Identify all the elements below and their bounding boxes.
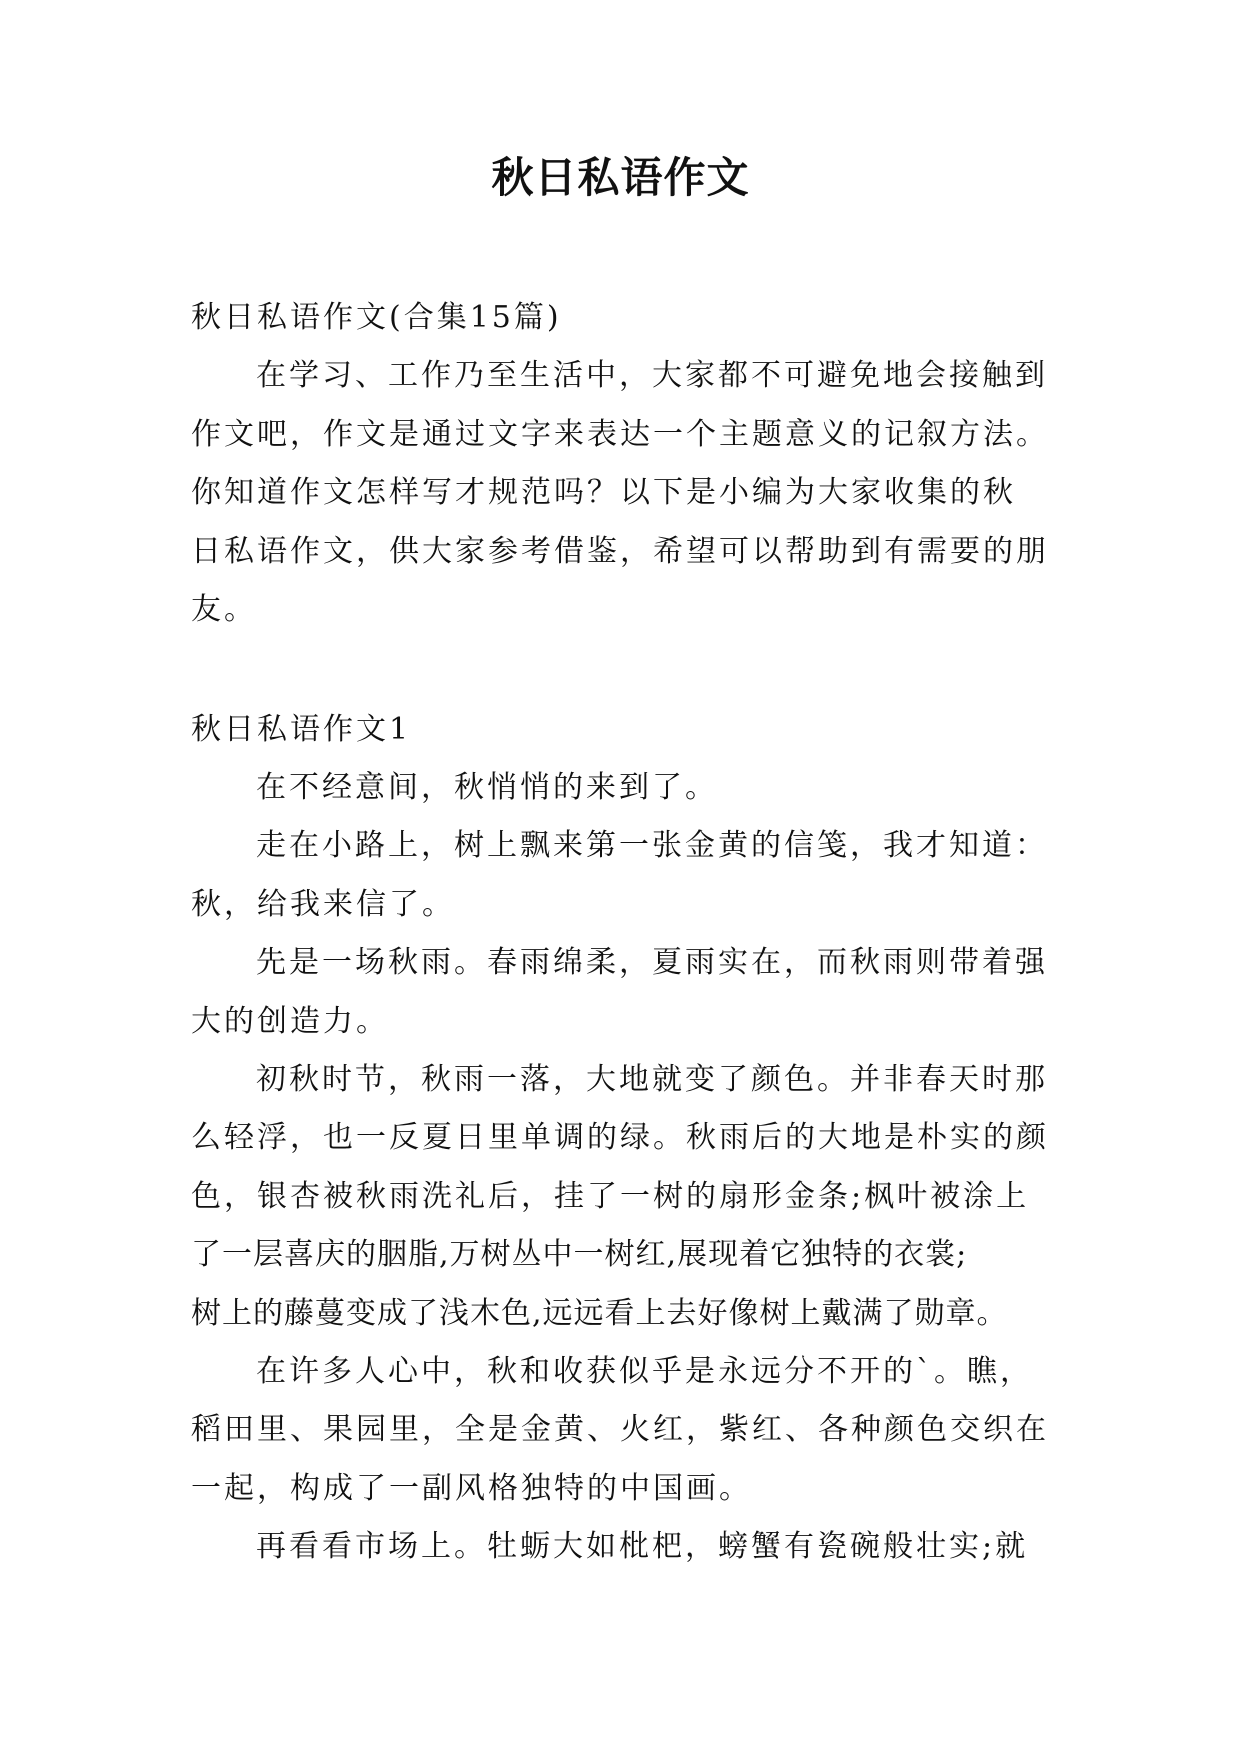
- paragraph-line: 在不经意间，秋悄悄的来到了。: [256, 770, 718, 805]
- intro-line: 友。: [191, 592, 257, 627]
- document-title: 秋日私语作文: [491, 153, 750, 202]
- paragraph-line: 初秋时节，秋雨一落，大地就变了颜色。并非春天时那: [256, 1062, 1048, 1097]
- paragraph-line: 先是一场秋雨。春雨绵柔，夏雨实在，而秋雨则带着强: [256, 945, 1048, 980]
- paragraph-line: 么轻浮，也一反夏日里单调的绿。秋雨后的大地是朴实的颜: [191, 1120, 1049, 1155]
- intro-line: 日私语作文，供大家参考借鉴，希望可以帮助到有需要的朋: [191, 534, 1049, 569]
- intro-line: 你知道作文怎样写才规范吗？以下是小编为大家收集的秋: [191, 475, 1016, 510]
- paragraph-line: 一起，构成了一副风格独特的中国画。: [191, 1471, 752, 1506]
- paragraph-line: 秋，给我来信了。: [191, 887, 455, 922]
- paragraph-line: 再看看市场上。牡蛎大如枇杷，螃蟹有瓷碗般壮实;就: [256, 1529, 1029, 1564]
- paragraph-line: 在许多人心中，秋和收获似乎是永远分不开的`。瞧，: [256, 1354, 1033, 1389]
- essay-heading: 秋日私语作文1: [191, 712, 412, 747]
- collection-heading: 秋日私语作文(合集15篇): [191, 300, 562, 335]
- intro-line: 作文吧，作文是通过文字来表达一个主题意义的记叙方法。: [191, 417, 1049, 452]
- paragraph-line: 走在小路上，树上飘来第一张金黄的信笺，我才知道：: [256, 828, 1048, 863]
- paragraph-line: 树上的藤蔓变成了浅木色,远远看上去好像树上戴满了勋章。: [191, 1296, 1008, 1331]
- paragraph-line: 色，银杏被秋雨洗礼后，挂了一树的扇形金条;枫叶被涂上: [191, 1179, 1030, 1214]
- paragraph-line: 大的创造力。: [191, 1004, 389, 1039]
- intro-line: 在学习、工作乃至生活中，大家都不可避免地会接触到: [256, 358, 1048, 393]
- paragraph-line: 了一层喜庆的胭脂,万树丛中一树红,展现着它独特的衣裳;: [191, 1237, 968, 1272]
- paragraph-line: 稻田里、果园里，全是金黄、火红，紫红、各种颜色交织在: [191, 1412, 1049, 1447]
